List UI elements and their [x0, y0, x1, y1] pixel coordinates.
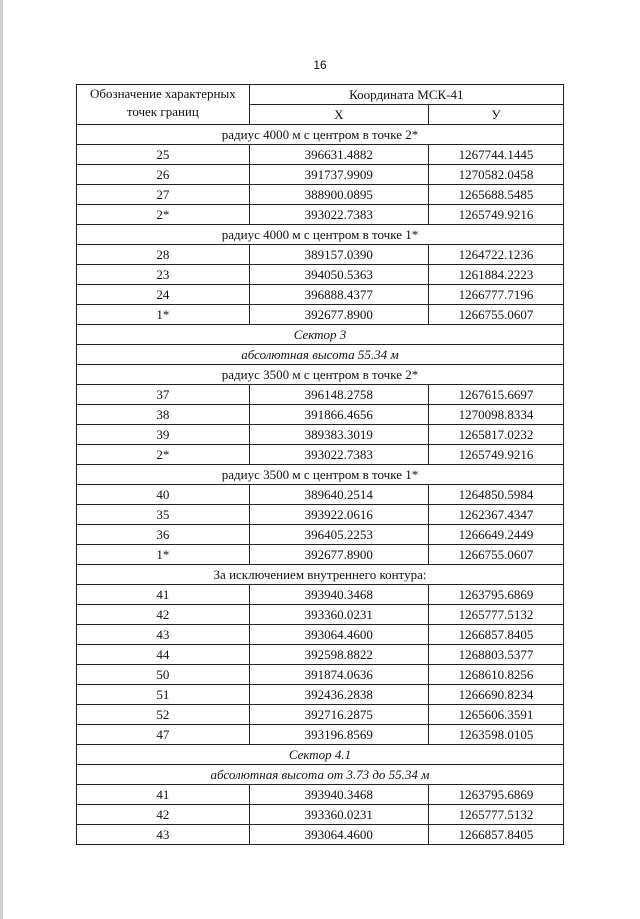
- section-heading-row: [77, 225, 564, 245]
- table-row: [77, 265, 564, 285]
- section-heading-row: [77, 125, 564, 145]
- x-coordinate-cell: 393064.4600: [249, 625, 428, 645]
- x-coordinate-cell: 393022.7383: [249, 205, 428, 225]
- x-coordinate-cell: 392716.2875: [249, 705, 428, 725]
- x-column-header: X: [249, 105, 428, 125]
- x-coordinate-cell: 393064.4600: [249, 825, 428, 845]
- table-row: [77, 605, 564, 625]
- point-designation-cell: 39: [77, 425, 250, 445]
- table-row: [77, 725, 564, 745]
- point-designation-cell: 37: [77, 385, 250, 405]
- point-designation-cell: 23: [77, 265, 250, 285]
- x-coordinate-cell: 389640.2514: [249, 485, 428, 505]
- point-designation-cell: 51: [77, 685, 250, 705]
- x-coordinate-cell: 393922.0616: [249, 505, 428, 525]
- section-heading-row: [77, 465, 564, 485]
- y-coordinate-cell: 1266755.0607: [428, 305, 563, 325]
- sector-caption: Сектор 4.1: [77, 745, 564, 765]
- sector-caption: абсолютная высота от 3.73 до 55.34 м: [77, 765, 564, 785]
- y-coordinate-cell: 1263598.0105: [428, 725, 563, 745]
- y-coordinate-cell: 1265606.3591: [428, 705, 563, 725]
- point-designation-cell: 27: [77, 185, 250, 205]
- point-designation-cell: 35: [77, 505, 250, 525]
- table-row: [77, 285, 564, 305]
- table-row: [77, 205, 564, 225]
- point-designation-cell: 38: [77, 405, 250, 425]
- y-coordinate-cell: 1263795.6869: [428, 585, 563, 605]
- scan-edge: [0, 0, 3, 919]
- point-designation-cell: 1*: [77, 305, 250, 325]
- x-coordinate-cell: 389383.3019: [249, 425, 428, 445]
- x-coordinate-cell: 389157.0390: [249, 245, 428, 265]
- y-coordinate-cell: 1270098.8334: [428, 405, 563, 425]
- y-coordinate-cell: 1266755.0607: [428, 545, 563, 565]
- y-coordinate-cell: 1266857.8405: [428, 825, 563, 845]
- table-row: [77, 445, 564, 465]
- x-coordinate-cell: 393940.3468: [249, 785, 428, 805]
- table-row: [77, 645, 564, 665]
- y-coordinate-cell: 1267615.6697: [428, 385, 563, 405]
- y-coordinate-cell: 1266777.7196: [428, 285, 563, 305]
- point-designation-cell: 43: [77, 825, 250, 845]
- section-heading-row: [77, 565, 564, 585]
- x-coordinate-cell: 391874.0636: [249, 665, 428, 685]
- table-row: [77, 425, 564, 445]
- x-coordinate-cell: 392677.8900: [249, 545, 428, 565]
- table-row: [77, 705, 564, 725]
- y-column-header: У: [428, 105, 563, 125]
- x-coordinate-cell: 396405.2253: [249, 525, 428, 545]
- point-designation-cell: 2*: [77, 445, 250, 465]
- x-coordinate-cell: 392677.8900: [249, 305, 428, 325]
- y-coordinate-cell: 1261884.2223: [428, 265, 563, 285]
- y-coordinate-cell: 1268803.5377: [428, 645, 563, 665]
- table-row: [77, 245, 564, 265]
- point-designation-cell: 50: [77, 665, 250, 685]
- table-row: [77, 525, 564, 545]
- table-row: [77, 505, 564, 525]
- section-heading: радиус 3500 м с центром в точке 2*: [77, 365, 564, 385]
- table-row: [77, 665, 564, 685]
- point-designation-cell: 47: [77, 725, 250, 745]
- coordinates-table-body: [77, 85, 564, 845]
- x-coordinate-cell: 391866.4656: [249, 405, 428, 425]
- x-coordinate-cell: 393196.8569: [249, 725, 428, 745]
- y-coordinate-cell: 1265777.5132: [428, 605, 563, 625]
- point-designation-cell: 42: [77, 805, 250, 825]
- sector-caption: Сектор 3: [77, 325, 564, 345]
- section-heading: За исключением внутреннего контура:: [77, 565, 564, 585]
- table-row: [77, 145, 564, 165]
- table-row: [77, 625, 564, 645]
- y-coordinate-cell: 1265777.5132: [428, 805, 563, 825]
- x-coordinate-cell: 392598.8822: [249, 645, 428, 665]
- table-row: [77, 805, 564, 825]
- point-designation-cell: 41: [77, 585, 250, 605]
- y-coordinate-cell: 1264722.1236: [428, 245, 563, 265]
- x-coordinate-cell: 393940.3468: [249, 585, 428, 605]
- point-designation-cell: 28: [77, 245, 250, 265]
- table-row: [77, 585, 564, 605]
- sector-caption-row: [77, 345, 564, 365]
- x-coordinate-cell: 396148.2758: [249, 385, 428, 405]
- x-coordinate-cell: 394050.5363: [249, 265, 428, 285]
- section-heading: радиус 4000 м с центром в точке 2*: [77, 125, 564, 145]
- page-number: 16: [313, 58, 327, 72]
- table-row: [77, 685, 564, 705]
- point-designation-cell: 24: [77, 285, 250, 305]
- point-designation-cell: 52: [77, 705, 250, 725]
- sector-caption: абсолютная высота 55.34 м: [77, 345, 564, 365]
- sector-caption-row: [77, 325, 564, 345]
- point-designation-cell: 42: [77, 605, 250, 625]
- x-coordinate-cell: 396631.4882: [249, 145, 428, 165]
- section-heading: радиус 4000 м с центром в точке 1*: [77, 225, 564, 245]
- x-coordinate-cell: 392436.2838: [249, 685, 428, 705]
- y-coordinate-cell: 1265688.5485: [428, 185, 563, 205]
- x-coordinate-cell: 393022.7383: [249, 445, 428, 465]
- table-row: [77, 385, 564, 405]
- x-coordinate-cell: 388900.0895: [249, 185, 428, 205]
- y-coordinate-cell: 1265749.9216: [428, 445, 563, 465]
- table-row: [77, 405, 564, 425]
- table-header-row: [77, 85, 564, 105]
- x-coordinate-cell: 396888.4377: [249, 285, 428, 305]
- point-designation-cell: 40: [77, 485, 250, 505]
- table-row: [77, 485, 564, 505]
- y-coordinate-cell: 1265817.0232: [428, 425, 563, 445]
- table-row: [77, 825, 564, 845]
- point-designation-cell: 25: [77, 145, 250, 165]
- point-designation-header: [77, 85, 250, 125]
- coordinates-table: [76, 84, 564, 845]
- point-designation-cell: 1*: [77, 545, 250, 565]
- point-designation-cell: 36: [77, 525, 250, 545]
- table-row: [77, 545, 564, 565]
- point-designation-cell: 44: [77, 645, 250, 665]
- point-designation-header-line2: точек границ: [126, 104, 199, 119]
- y-coordinate-cell: 1265749.9216: [428, 205, 563, 225]
- point-designation-cell: 41: [77, 785, 250, 805]
- table-row: [77, 185, 564, 205]
- coordinate-system-header: Координата МСК-41: [249, 85, 563, 105]
- y-coordinate-cell: 1262367.4347: [428, 505, 563, 525]
- x-coordinate-cell: 393360.0231: [249, 805, 428, 825]
- point-designation-cell: 26: [77, 165, 250, 185]
- y-coordinate-cell: 1264850.5984: [428, 485, 563, 505]
- point-designation-cell: 43: [77, 625, 250, 645]
- section-heading: радиус 3500 м с центром в точке 1*: [77, 465, 564, 485]
- sector-caption-row: [77, 745, 564, 765]
- y-coordinate-cell: 1267744.1445: [428, 145, 563, 165]
- table-row: [77, 165, 564, 185]
- point-designation-header-line1: Обозначение характерных: [89, 86, 236, 101]
- y-coordinate-cell: 1266690.8234: [428, 685, 563, 705]
- y-coordinate-cell: 1266649.2449: [428, 525, 563, 545]
- y-coordinate-cell: 1263795.6869: [428, 785, 563, 805]
- y-coordinate-cell: 1268610.8256: [428, 665, 563, 685]
- table-row: [77, 305, 564, 325]
- table-row: [77, 785, 564, 805]
- sector-caption-row: [77, 765, 564, 785]
- x-coordinate-cell: 391737.9909: [249, 165, 428, 185]
- section-heading-row: [77, 365, 564, 385]
- y-coordinate-cell: 1270582.0458: [428, 165, 563, 185]
- x-coordinate-cell: 393360.0231: [249, 605, 428, 625]
- point-designation-cell: 2*: [77, 205, 250, 225]
- y-coordinate-cell: 1266857.8405: [428, 625, 563, 645]
